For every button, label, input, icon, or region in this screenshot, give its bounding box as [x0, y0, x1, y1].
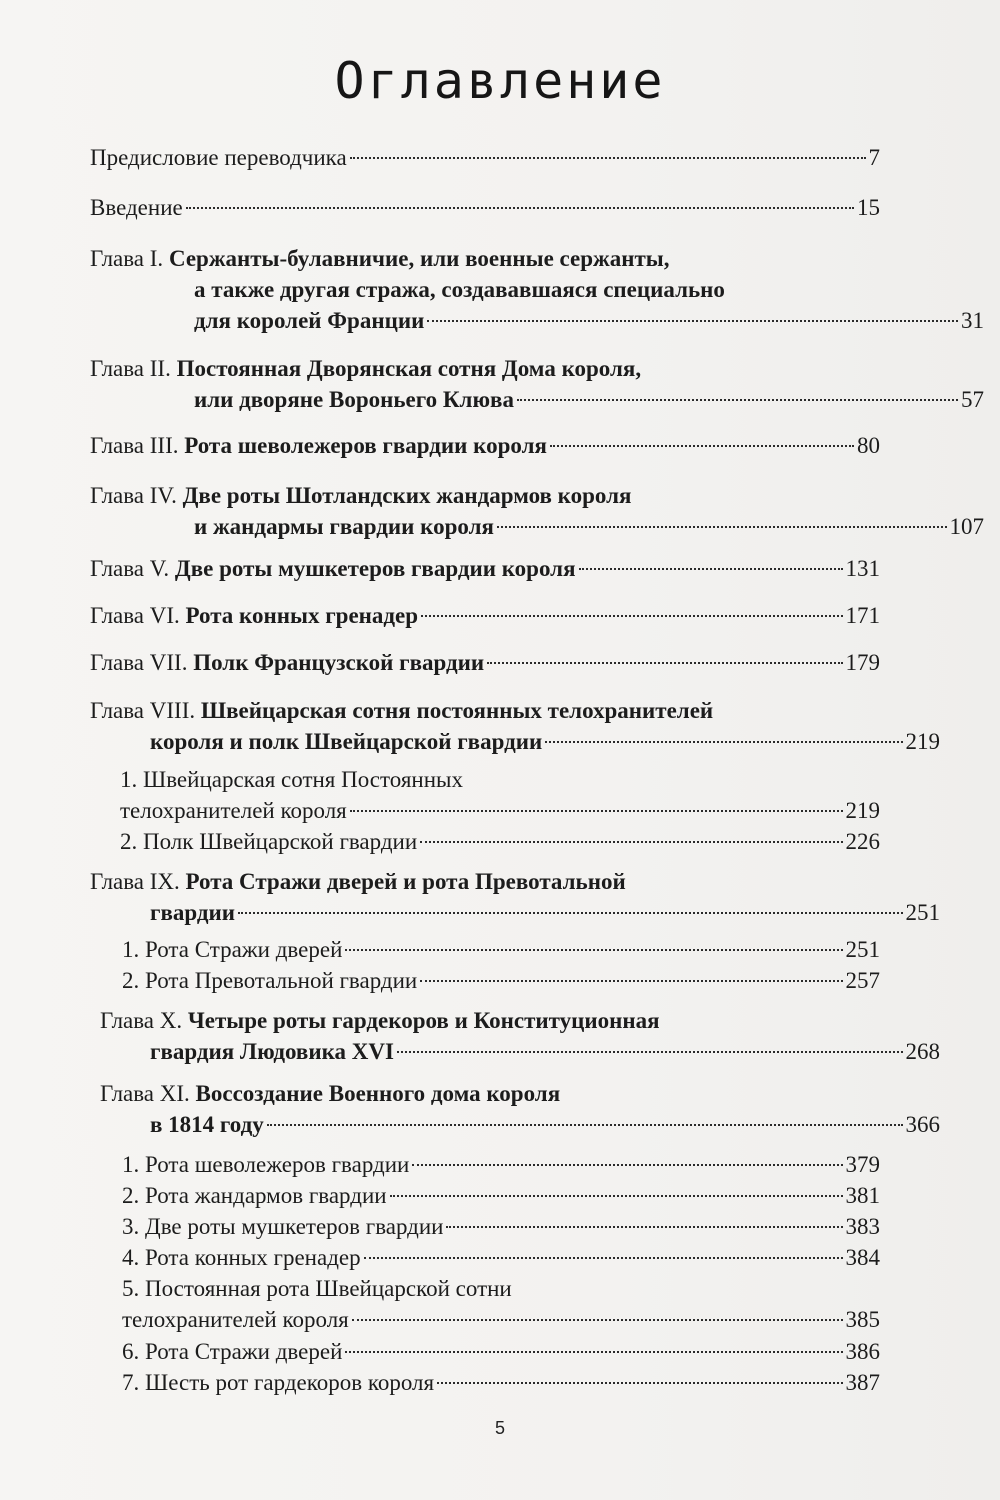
toc-subentry-11-4	[90, 1242, 880, 1273]
chapter-prefix: Глава XI.	[100, 1081, 196, 1106]
page-ref: 80	[857, 433, 880, 458]
chapter-prefix: Глава V.	[90, 556, 175, 581]
chapter-title: Рота конных гренадер	[185, 603, 419, 628]
toc-entry-chapter-6	[90, 600, 880, 631]
toc-subentry-11-3	[90, 1211, 880, 1242]
leader-dots	[186, 207, 854, 209]
toc-entry-chapter-10	[90, 1005, 940, 1067]
chapter-prefix: Глава X.	[100, 1008, 188, 1033]
chapter-prefix: Глава IV.	[90, 483, 183, 508]
toc-subentry-11-1	[90, 1149, 880, 1180]
chapter-title-cont: короля и полк Швейцарской гвардии	[150, 729, 543, 754]
chapter-title-cont: а также другая стража, создававшаяся специально	[194, 277, 725, 302]
toc-entry-chapter-7	[90, 647, 880, 678]
chapter-title: Две роты Шотландских жандармов короля	[182, 483, 632, 508]
page-ref: 31	[961, 308, 984, 333]
page-ref: 131	[845, 556, 880, 581]
subentry-title: 2. Полк Швейцарской гвардии	[120, 829, 418, 854]
toc-entry-chapter-9	[90, 866, 940, 928]
page-ref: 385	[845, 1307, 880, 1332]
leader-dots	[437, 1382, 842, 1384]
toc-entry-chapter-8	[90, 695, 940, 757]
page-ref: 387	[845, 1370, 880, 1395]
subentry-title-cont: телохранителей короля	[122, 1307, 349, 1332]
page-ref: 15	[857, 195, 880, 220]
toc-subentry-11-6	[90, 1336, 880, 1367]
toc-subentry-11-5	[90, 1273, 880, 1335]
leader-dots	[487, 662, 842, 664]
leader-dots	[545, 741, 902, 743]
leader-dots	[390, 1195, 843, 1197]
leader-dots	[412, 1164, 842, 1166]
page-ref: 379	[845, 1152, 880, 1177]
page-ref: 7	[868, 145, 880, 170]
chapter-prefix: Глава II.	[90, 356, 177, 381]
chapter-title-cont: и жандармы гвардии короля	[194, 514, 494, 539]
leader-dots	[446, 1226, 842, 1228]
toc-subentry-11-7	[90, 1367, 880, 1398]
leader-dots	[517, 399, 958, 401]
page-ref: 57	[961, 387, 984, 412]
page-ref: 268	[905, 1039, 940, 1064]
subentry-title: 5. Постоянная рота Швейцарской сотни	[122, 1276, 512, 1301]
page-ref: 383	[845, 1214, 880, 1239]
chapter-title: Две роты мушкетеров гвардии короля	[174, 556, 576, 581]
toc-subentry-9-2	[90, 965, 880, 996]
chapter-title-cont: для королей Франции	[194, 308, 425, 333]
chapter-title: Швейцарская сотня постоянных телохранителей	[200, 698, 714, 723]
subentry-title: 4. Рота конных гренадер	[122, 1245, 361, 1270]
chapter-title-cont: гвардии	[150, 900, 235, 925]
subentry-title: 1. Рота Стражи дверей	[122, 937, 343, 962]
page-ref: 384	[845, 1245, 880, 1270]
toc-entry-chapter-11	[90, 1078, 940, 1140]
subentry-title: 1. Швейцарская сотня Постоянных	[120, 767, 463, 792]
toc-entry-intro	[90, 192, 880, 223]
chapter-prefix: Глава VIII.	[90, 698, 201, 723]
chapter-title-cont: или дворяне Вороньего Клюва	[194, 387, 514, 412]
subentry-title: 2. Рота Превотальной гвардии	[122, 968, 418, 993]
leader-dots	[421, 615, 842, 617]
leader-dots	[364, 1257, 843, 1259]
chapter-title: Постоянная Дворянская сотня Дома короля,	[176, 356, 642, 381]
chapter-title: Воссоздание Военного дома короля	[195, 1081, 561, 1106]
page-ref: 226	[845, 829, 880, 854]
page-ref: 171	[845, 603, 880, 628]
subentry-title: 6. Рота Стражи дверей	[122, 1339, 343, 1364]
page-number: 5	[494, 1418, 505, 1438]
leader-dots	[579, 568, 843, 570]
chapter-prefix: Глава IX.	[90, 869, 186, 894]
page-ref: 257	[845, 968, 880, 993]
subentry-title-cont: телохранителей короля	[120, 798, 347, 823]
toc-subentry-8-2	[90, 826, 880, 857]
chapter-title-cont: в 1814 году	[150, 1112, 264, 1137]
leader-dots	[352, 1319, 843, 1321]
page-ref: 219	[905, 729, 940, 754]
chapter-prefix: Глава III.	[90, 433, 185, 458]
page-ref: 366	[905, 1112, 940, 1137]
toc-subentry-11-2	[90, 1180, 880, 1211]
subentry-title: 3. Две роты мушкетеров гвардии	[122, 1214, 444, 1239]
toc-entry-chapter-3	[90, 430, 880, 461]
entry-title: Предисловие переводчика	[90, 145, 347, 170]
page-ref: 219	[845, 798, 880, 823]
chapter-title: Рота Стражи дверей и рота Превотальной	[185, 869, 626, 894]
chapter-title: Сержанты-булавничие, или военные сержанты,	[168, 246, 670, 271]
chapter-title-cont: гвардия Людовика XVI	[150, 1039, 394, 1064]
chapter-prefix: Глава I.	[90, 246, 169, 271]
leader-dots	[497, 526, 947, 528]
page-ref: 381	[845, 1183, 880, 1208]
subentry-title: 1. Рота шеволежеров гвардии	[122, 1152, 410, 1177]
toc-entry-chapter-4	[90, 480, 984, 542]
chapter-prefix: Глава VI.	[90, 603, 186, 628]
leader-dots	[345, 949, 842, 951]
chapter-title: Полк Французской гвардии	[193, 650, 485, 675]
leader-dots	[238, 912, 903, 914]
page-title: Оглавление	[334, 52, 666, 110]
leader-dots	[397, 1051, 903, 1053]
toc-subentry-8-1	[90, 764, 880, 826]
page-ref: 107	[949, 514, 984, 539]
subentry-title: 2. Рота жандармов гвардии	[122, 1183, 387, 1208]
leader-dots	[420, 980, 842, 982]
subentry-title: 7. Шесть рот гардекоров короля	[122, 1370, 435, 1395]
chapter-prefix: Глава VII.	[90, 650, 194, 675]
page-ref: 251	[845, 937, 880, 962]
page-ref: 179	[845, 650, 880, 675]
leader-dots	[420, 841, 842, 843]
toc-entry-chapter-2	[90, 353, 984, 415]
page-ref: 251	[905, 900, 940, 925]
toc-entry-preface	[90, 142, 880, 173]
leader-dots	[345, 1351, 842, 1353]
page-ref: 386	[845, 1339, 880, 1364]
toc-entry-chapter-1	[90, 243, 984, 336]
leader-dots	[427, 320, 958, 322]
toc-subentry-9-1	[90, 934, 880, 965]
toc-entry-chapter-5	[90, 553, 880, 584]
leader-dots	[350, 157, 866, 159]
chapter-title: Рота шеволежеров гвардии короля	[184, 433, 547, 458]
entry-title: Введение	[90, 195, 183, 220]
leader-dots	[267, 1124, 903, 1126]
leader-dots	[350, 810, 843, 812]
chapter-title: Четыре роты гардекоров и Конституционная	[187, 1008, 660, 1033]
leader-dots	[550, 445, 854, 447]
